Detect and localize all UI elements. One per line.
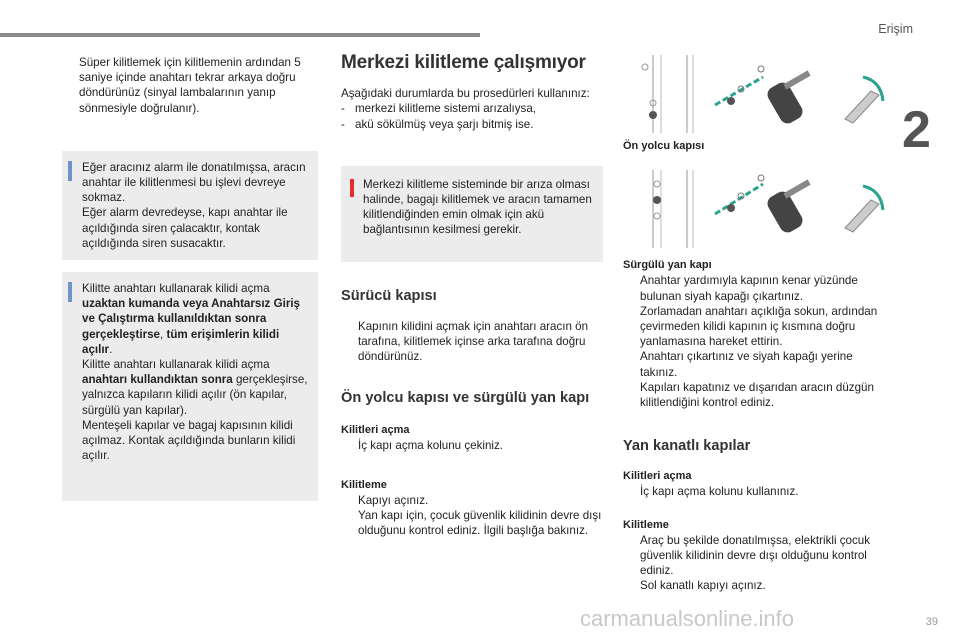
sliding-door-illustration — [623, 170, 888, 250]
front-door-illustration — [623, 55, 888, 135]
warning-text: Merkezi kilitleme sisteminde bir arıza olması halinde, bagajı kilitlemek ve aracın tamamen kilitlendiğinden emin olmak için akü bağlantısının kesilmesi gerekir. — [363, 177, 592, 237]
sub-label: Kilitleri açma — [623, 470, 692, 483]
info-icon — [68, 161, 72, 181]
info-text: Kilitte anahtarı kullanarak kilidi açma anahtarı kullandıktan sonra gerçekleşirse, yalnızca kapıların kilidi açılır (ön kapılar, sürgülü yan kapılar). — [82, 358, 308, 417]
column-left — [62, 55, 318, 501]
bullet-item: Kapıyı açınız. — [358, 493, 429, 507]
info-text: Eğer aracınız alarm ile donatılmışsa, aracın anahtar ile kilitlenmesi bu işlevi devreye sokmaz. — [82, 160, 306, 205]
bullet-item: Kapının kilidini açmak için anahtarı aracın ön tarafına, kilitlemek içinse arka tarafına doğru döndürünüz. — [358, 319, 589, 364]
watermark: carmanualsonline.info — [580, 606, 795, 631]
bullet-item: İç kapı açma kolunu çekiniz. — [358, 439, 503, 453]
figure-caption: Ön yolcu kapısı — [623, 140, 705, 152]
column-right — [623, 55, 888, 594]
warning-icon — [350, 179, 354, 197]
info-icon — [68, 282, 72, 302]
bullet-item: Kapıları kapatınız ve dışarıdan aracın düzgün kilitlendiğini kontrol ediniz. — [640, 380, 874, 410]
info-text: Menteşeli kapılar ve bagaj kapısının kilidi açılmaz. Kontak açıldığında bunların kilidi açılır. — [82, 418, 296, 463]
column-middle — [341, 52, 603, 538]
header-bar — [0, 33, 480, 37]
dash-item: - akü sökülmüş veya şarjı bitmiş ise. — [341, 117, 534, 131]
subsection-heading: Sürücü kapısı — [341, 287, 437, 304]
dash-item: - merkezi kilitleme sistemi arızalıysa, — [341, 102, 537, 116]
info-box-keys — [62, 272, 318, 501]
subsection-heading: Yan kanatlı kapılar — [623, 438, 751, 455]
bullet-item: Yan kapı için, çocuk güvenlik kilidinin devre dışı olduğunu kontrol ediniz. İlgili başlığa bakınız. — [358, 509, 602, 538]
page-number: 39 — [925, 616, 938, 628]
sub-label: Kilitleme — [341, 478, 387, 491]
bullet-item: Anahtarı çıkartınız ve siyah kapağı yerine takınız. — [640, 350, 853, 379]
chapter-number: 2 — [902, 101, 931, 159]
bullet-item: Araç bu şekilde donatılmışsa, elektrikli çocuk güvenlik kilidinin devre dışı olduğunu kontrol ediniz. — [640, 533, 871, 578]
bullet-item: İç kapı açma kolunu kullanınız. — [640, 485, 799, 499]
bullet-text: Süper kilitlemek için kilitlemenin ardından 5 saniye içinde anahtarı tekrar arkaya doğru döndürünüz (sinyal lambalarının yanıp sönmesiyle doğrulanır). — [79, 56, 301, 115]
bullet-item: Anahtar yardımıyla kapının kenar yüzünde bulunan siyah kapağı çıkartınız. — [640, 274, 858, 303]
bullet-item: Sol kanatlı kapıyı açınız. — [640, 579, 766, 593]
bullet-item: Zorlamadan anahtarı açıklığa sokun, ardından çevirmeden kilidi kapının iç kısmına doğru yanlamasına hareket ettirin. — [640, 304, 878, 349]
info-text: Eğer alarm devredeyse, kapı anahtar ile açıldığında siren çalacaktır, kontak açıldığında siren susacaktır. — [82, 206, 288, 250]
sub-label: Kilitleri açma — [341, 424, 410, 437]
bullet-item — [62, 55, 318, 116]
warning-box — [341, 166, 603, 262]
figure-caption: Sürgülü yan kapı — [623, 259, 712, 272]
section-heading: Merkezi kilitleme çalışmıyor — [341, 52, 586, 73]
sub-label: Kilitleme — [623, 518, 669, 531]
subsection-heading: Ön yolcu kapısı ve sürgülü yan kapı — [341, 390, 590, 407]
intro-text: Aşağıdaki durumlarda bu prosedürleri kullanınız: — [341, 87, 590, 101]
section-title: Erişim — [878, 22, 913, 36]
info-box-alarm — [62, 151, 318, 260]
info-text: Kilitte anahtarı kullanarak kilidi açma uzaktan kumanda veya Anahtarsız Giriş ve Çalıştırma kullanıldıktan sonra gerçekleştirse, tüm erişimlerin kilidi açılır. — [82, 282, 300, 356]
